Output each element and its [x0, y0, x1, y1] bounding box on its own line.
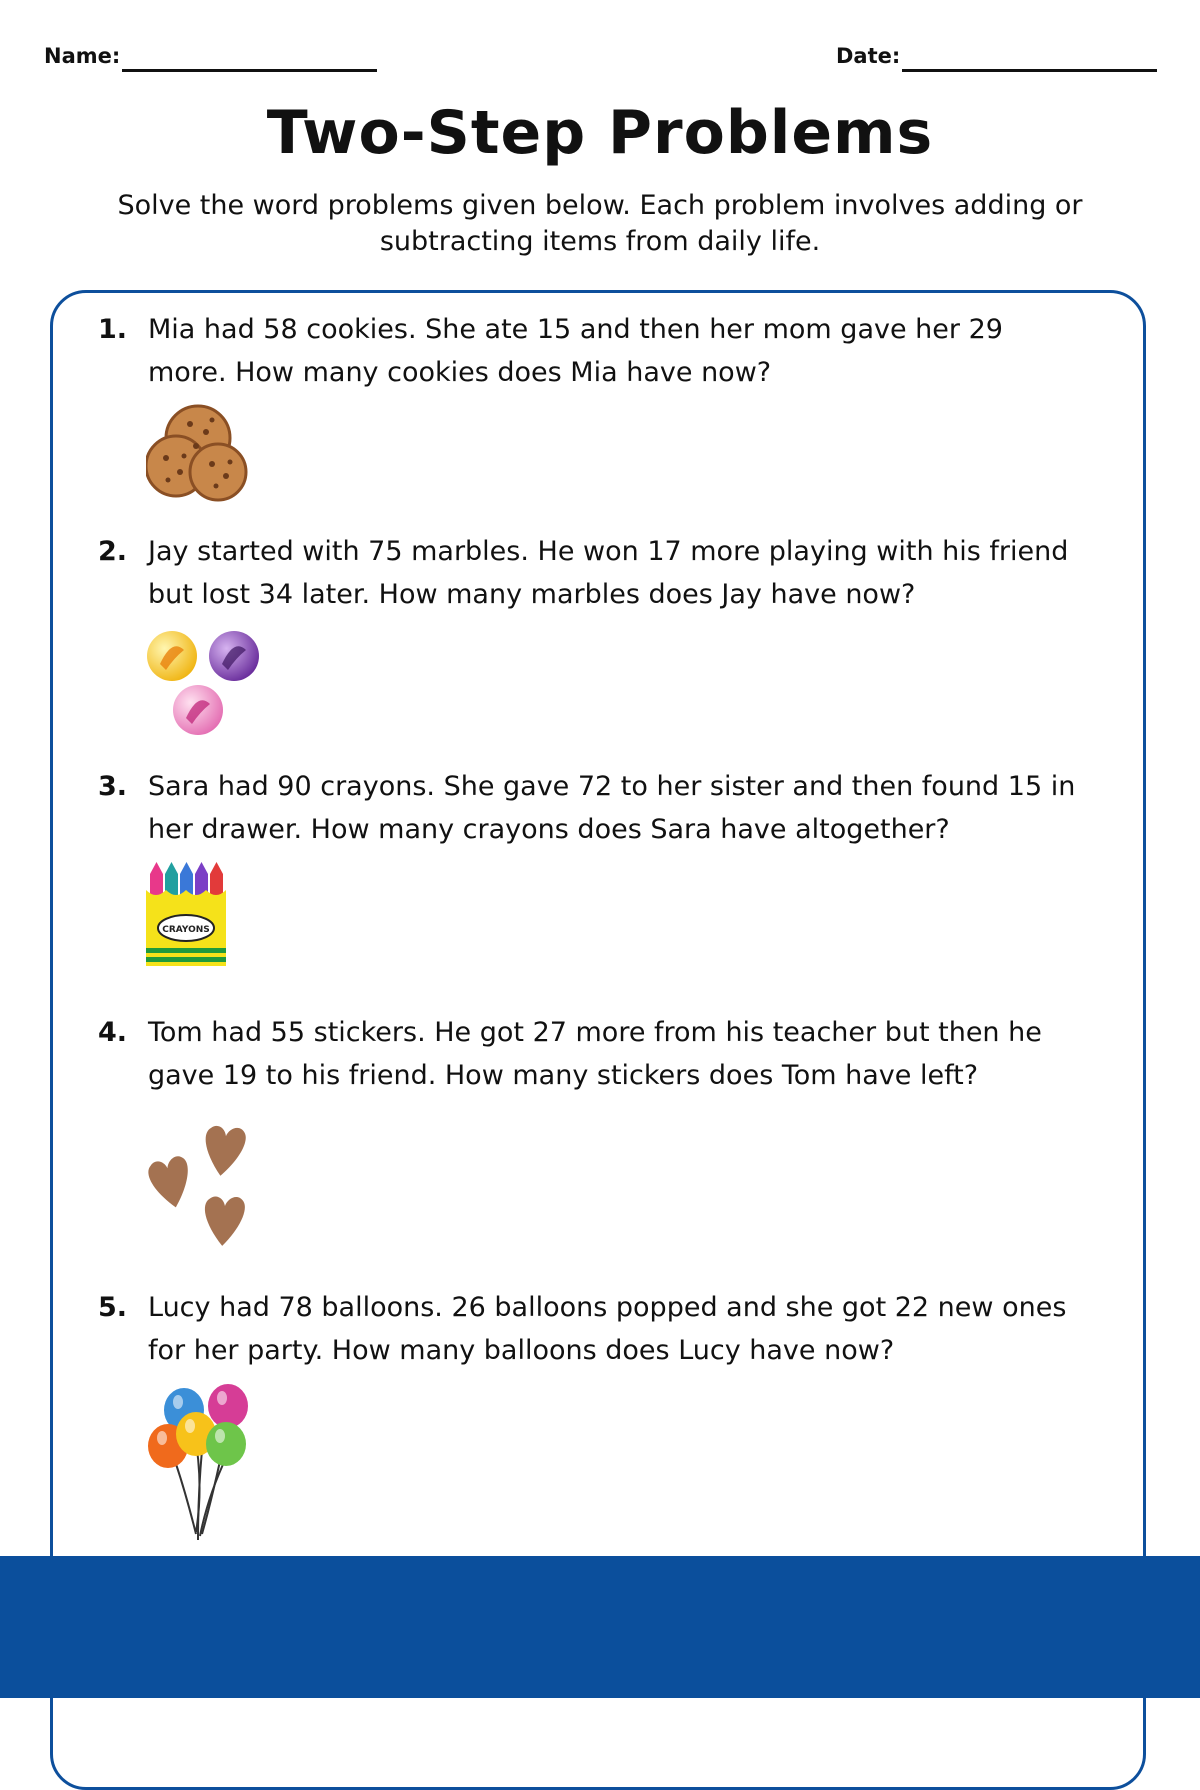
date-field-line[interactable]	[902, 69, 1157, 72]
footer-bar	[0, 1556, 1200, 1698]
problem-text: Lucy had 78 balloons. 26 balloons popped and she got 22 new ones for her party. How many balloons does Lucy have now?	[148, 1292, 1067, 1366]
balloons-icon	[146, 1384, 250, 1548]
problem-number: 4.	[98, 1017, 128, 1048]
marbles-icon	[146, 628, 262, 738]
problem-number: 1.	[98, 314, 128, 345]
instructions: Solve the word problems given below. Each problem involves adding or subtracting items from daily life.	[117, 190, 1083, 257]
problem-number: 3.	[98, 771, 128, 802]
crayon-box-icon	[146, 862, 226, 966]
problem-text: Tom had 55 stickers. He got 27 more from his teacher but then he gave 19 to his friend. How many stickers does Tom have left?	[148, 1017, 1042, 1091]
problem-text: Sara had 90 crayons. She gave 72 to her sister and then found 15 in her drawer. How many crayons does Sara have altogether?	[148, 771, 1076, 845]
heart-stickers-icon	[146, 1120, 266, 1250]
problem-text: Mia had 58 cookies. She ate 15 and then her mom gave her 29 more. How many cookies does Mia have now?	[148, 314, 1003, 388]
problem-number: 2.	[98, 536, 128, 567]
problem-number: 5.	[98, 1292, 128, 1323]
name-field-line[interactable]	[122, 69, 377, 72]
page-title: Two-Step Problems	[266, 98, 934, 168]
name-label: Name:	[44, 44, 121, 68]
date-label: Date:	[836, 44, 901, 68]
problem-text: Jay started with 75 marbles. He won 17 more playing with his friend but lost 34 later. How many marbles does Jay have now?	[148, 536, 1069, 610]
crayon-box-label: CRAYONS	[162, 925, 210, 935]
cookies-icon	[146, 402, 250, 506]
